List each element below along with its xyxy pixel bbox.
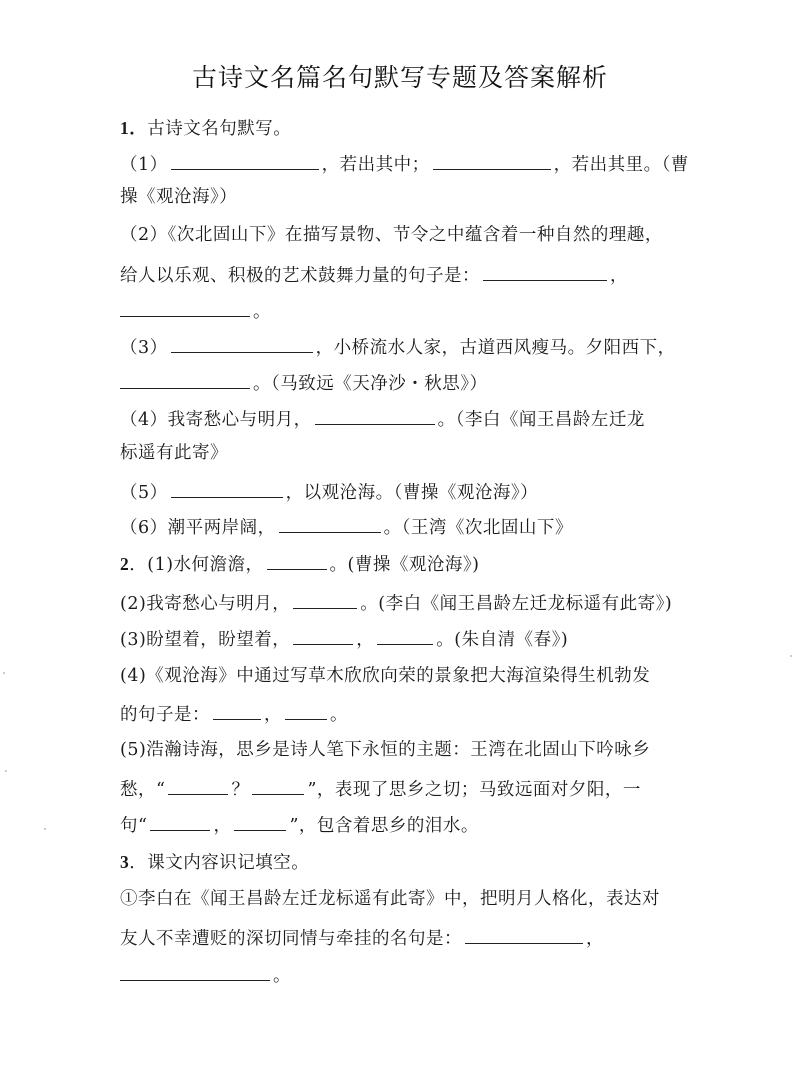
- q1-item-2: （2）《次北固山下》在描写景物、节令之中蕴含着一种自然的理趣，: [120, 225, 663, 245]
- scan-speck: [790, 655, 792, 657]
- answer-blank[interactable]: [433, 151, 551, 170]
- q1-item-2-cont2: 。: [120, 298, 271, 324]
- q2-item-5-cont2: 句“ ， ”，包含着思乡的泪水。: [120, 812, 479, 838]
- q1-item-2-cont: 给人以乐观、积极的艺术鼓舞力量的句子是： ，: [120, 262, 628, 288]
- scan-speck: [3, 672, 5, 674]
- q1-heading-text: 古诗文名句默写。: [147, 119, 292, 139]
- q2-item-1: 2．(1)水何澹澹， 。(曹操《观沧海》): [120, 551, 479, 577]
- q1-item-5: （5） ，以观沧海。（曹操《观沧海》）: [120, 479, 538, 505]
- answer-blank[interactable]: [377, 626, 433, 645]
- answer-blank[interactable]: [120, 298, 250, 317]
- q1-item-1-cont: 操《观沧海》）: [120, 187, 238, 207]
- answer-blank[interactable]: [293, 590, 357, 609]
- q1-number: 1: [120, 118, 130, 138]
- answer-blank[interactable]: [234, 812, 286, 831]
- q3-item-1-cont: 友人不幸遭贬的深切同情与牵挂的名句是： ，: [120, 925, 604, 951]
- q3-item-1: ①李白在《闻王昌龄左迁龙标遥有此寄》中，把明月人格化，表达对: [120, 889, 660, 909]
- q2-item-4: (4)《观沧海》中通过写草木欣欣向荣的景象把大海渲染得生机勃发: [120, 666, 651, 686]
- q2-item-2: (2)我寄愁心与明月， 。(李白《闻王昌龄左迁龙标遥有此寄》): [120, 590, 672, 616]
- answer-blank[interactable]: [315, 406, 435, 425]
- answer-blank[interactable]: [213, 701, 261, 720]
- q2-item-5: (5)浩瀚诗海，思乡是诗人笔下永恒的主题：王湾在北固山下吟咏乡: [120, 740, 651, 760]
- q1-item-1: （1） ，若出其中； ，若出其里。（曹: [120, 151, 689, 177]
- answer-blank[interactable]: [120, 370, 250, 389]
- answer-blank[interactable]: [267, 551, 327, 570]
- answer-blank[interactable]: [171, 151, 319, 170]
- q2-item-5-cont: 愁，“ ？ ”，表现了思乡之切；马致远面对夕阳，一: [120, 776, 641, 802]
- q3-number: 3: [120, 852, 130, 872]
- page-title: 古诗文名篇名句默写专题及答案解析: [191, 63, 608, 92]
- q2-number: 2: [120, 554, 130, 574]
- answer-blank[interactable]: [168, 776, 228, 795]
- q1-item-6: （6）潮平两岸阔， 。（王湾《次北固山下》: [120, 514, 573, 540]
- q1-item-3-cont: 。（马致远《天净沙・秋思》）: [120, 370, 488, 396]
- answer-blank[interactable]: [252, 776, 304, 795]
- answer-blank[interactable]: [150, 812, 210, 831]
- q1-item-4: （4）我寄愁心与明月， 。（李白《闻王昌龄左迁龙: [120, 406, 645, 432]
- q1-item-4-cont: 标遥有此寄》: [120, 443, 228, 463]
- scan-speck: [5, 770, 7, 772]
- answer-blank[interactable]: [293, 626, 353, 645]
- q3-item-1-cont2: 。: [120, 962, 291, 988]
- answer-blank[interactable]: [171, 479, 283, 498]
- q2-item-3: (3)盼望着，盼望着， ， 。(朱自清《春》): [120, 626, 568, 652]
- answer-blank[interactable]: [171, 334, 313, 353]
- q2-item-4-cont: 的句子是： ， 。: [120, 701, 348, 727]
- answer-blank[interactable]: [465, 925, 583, 944]
- answer-blank[interactable]: [120, 962, 270, 981]
- q1-heading: 1．古诗文名句默写。: [120, 118, 292, 139]
- answer-blank[interactable]: [285, 701, 327, 720]
- scan-speck: [44, 828, 46, 830]
- q1-item-3: （3） ，小桥流水人家，古道西风瘦马。夕阳西下，: [120, 334, 676, 360]
- q3-heading: 3．课文内容识记填空。: [120, 852, 310, 873]
- answer-blank[interactable]: [483, 262, 607, 281]
- answer-blank[interactable]: [279, 514, 381, 533]
